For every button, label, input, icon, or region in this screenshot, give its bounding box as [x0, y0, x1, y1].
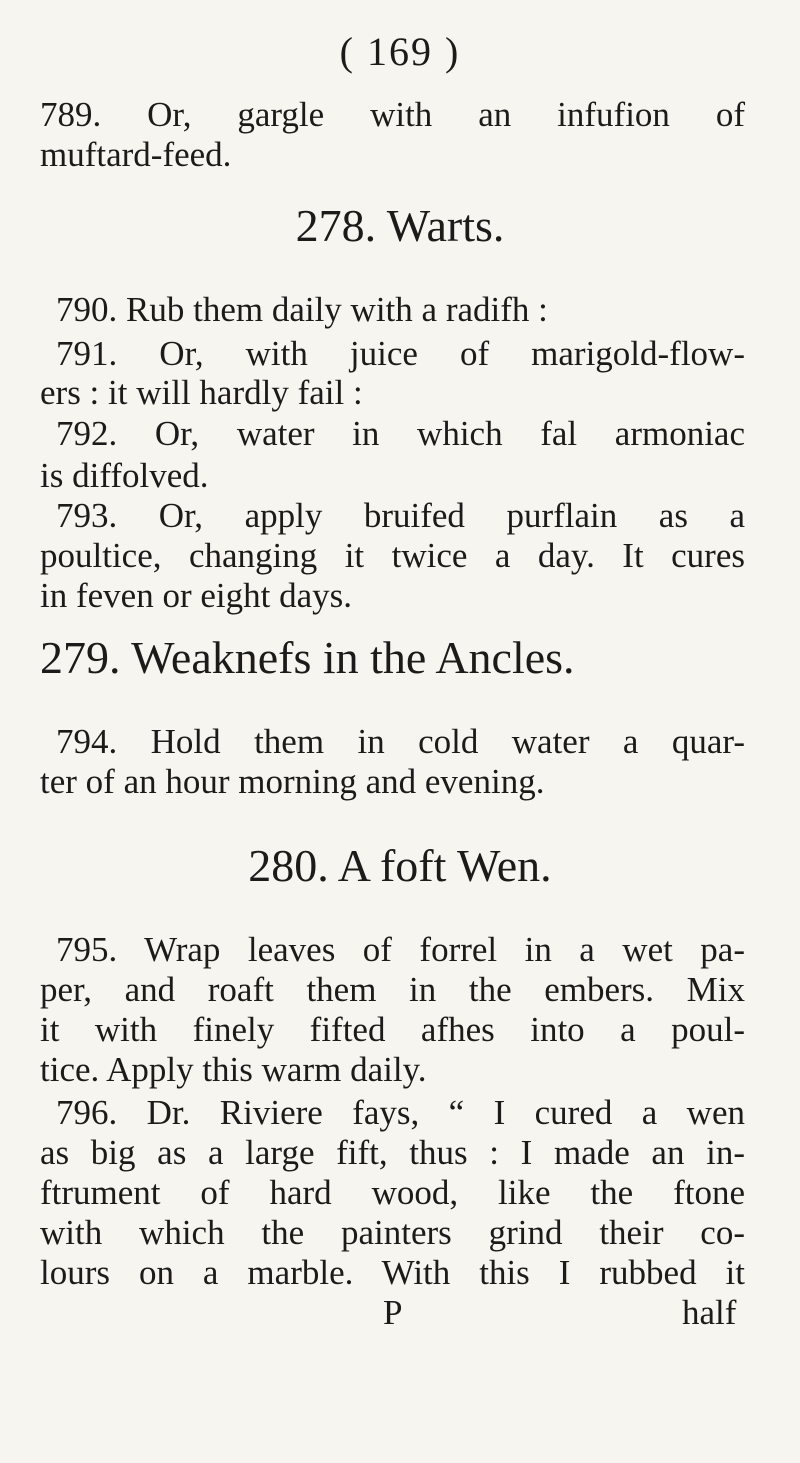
text-line: 791. Or, with juice of marigold-flow-	[56, 334, 745, 373]
text-line: ftrument of hard wood, like the ftone	[40, 1173, 745, 1212]
text-line: 789. Or, gargle with an infufion of	[40, 95, 745, 134]
text-line: 792. Or, water in which fal armoniac	[56, 414, 745, 453]
text-line: ter of an hour morning and evening.	[40, 762, 545, 801]
text-line: 795. Wrap leaves of forrel in a wet pa-	[56, 930, 745, 969]
text-line: in feven or eight days.	[40, 576, 352, 615]
section-heading: 278. Warts.	[295, 200, 505, 251]
text-line: lours on a marble. With this I rubbed it	[40, 1253, 745, 1292]
page-number: ( 169 )	[339, 29, 461, 74]
text-line: 790. Rub them daily with a radifh :	[56, 290, 548, 329]
text-line: with which the painters grind their co-	[40, 1213, 745, 1252]
text-line: it with finely fifted afhes into a poul-	[40, 1010, 745, 1049]
text-line: poultice, changing it twice a day. It cures	[40, 536, 745, 575]
text-line: per, and roaft them in the embers. Mix	[40, 970, 745, 1009]
text-line: 796. Dr. Riviere fays, “ I cured a wen	[56, 1093, 745, 1132]
signature-mark: P	[383, 1293, 403, 1332]
text-line: 793. Or, apply bruifed purflain as a	[56, 496, 745, 535]
text-line: ers : it will hardly fail :	[40, 373, 363, 412]
text-line: muftard-feed.	[40, 135, 232, 174]
text-line: as big as a large fift, thus : I made an in-	[40, 1133, 745, 1172]
section-heading: 280. A foft Wen.	[248, 840, 552, 891]
section-heading: 279. Weaknefs in the Ancles.	[40, 632, 575, 683]
text-line: 794. Hold them in cold water a quar-	[56, 722, 745, 761]
catchword: half	[682, 1293, 737, 1332]
text-line: tice. Apply this warm daily.	[40, 1050, 427, 1089]
text-line: is diffolved.	[40, 456, 209, 495]
